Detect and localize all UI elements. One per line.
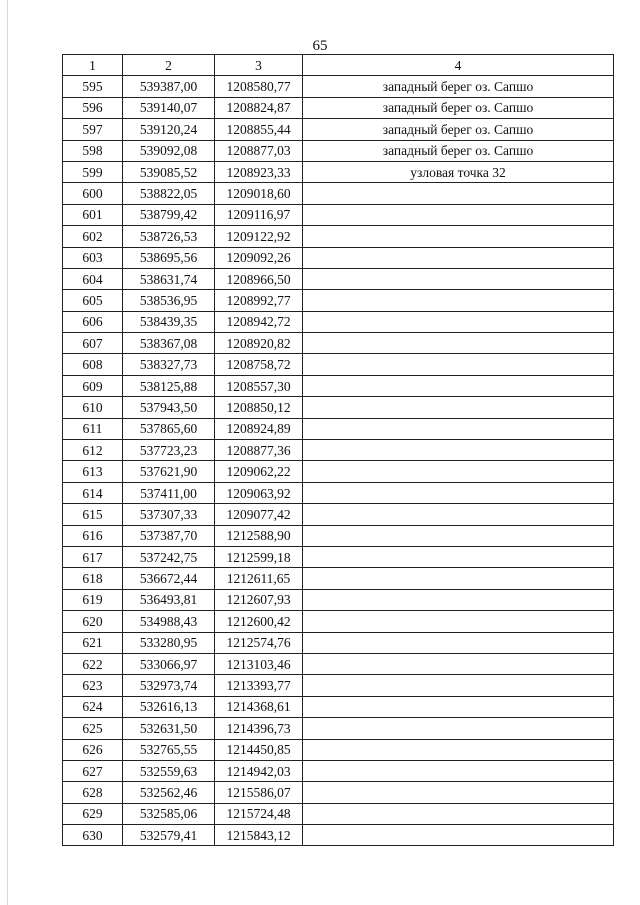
- description-cell: [303, 718, 614, 739]
- point-number-cell: 603: [63, 247, 123, 268]
- table-row: [63, 568, 614, 589]
- x-coordinate-cell: 537242,75: [123, 546, 215, 567]
- point-number-cell: 619: [63, 589, 123, 610]
- table-row: [63, 440, 614, 461]
- x-coordinate-cell: 532562,46: [123, 782, 215, 803]
- x-coordinate-cell: 532579,41: [123, 825, 215, 846]
- description-cell: [303, 760, 614, 781]
- y-coordinate-cell: 1208966,50: [215, 268, 303, 289]
- description-cell: [303, 311, 614, 332]
- point-number-cell: 607: [63, 333, 123, 354]
- table-row: [63, 696, 614, 717]
- description-cell: [303, 440, 614, 461]
- y-coordinate-cell: 1214450,85: [215, 739, 303, 760]
- table-row: [63, 546, 614, 567]
- point-number-cell: 624: [63, 696, 123, 717]
- x-coordinate-cell: 538822,05: [123, 183, 215, 204]
- y-coordinate-cell: 1213103,46: [215, 653, 303, 674]
- description-cell: [303, 825, 614, 846]
- y-coordinate-cell: 1209092,26: [215, 247, 303, 268]
- description-cell: западный берег оз. Сапшо: [303, 76, 614, 97]
- table-row: [63, 675, 614, 696]
- table-row: [63, 418, 614, 439]
- table-row: [63, 504, 614, 525]
- point-number-cell: 628: [63, 782, 123, 803]
- point-number-cell: 599: [63, 161, 123, 182]
- table-row: [63, 718, 614, 739]
- x-coordinate-cell: 532559,63: [123, 760, 215, 781]
- table-row: [63, 611, 614, 632]
- x-coordinate-cell: 537307,33: [123, 504, 215, 525]
- y-coordinate-cell: 1209063,92: [215, 482, 303, 503]
- point-number-cell: 601: [63, 204, 123, 225]
- point-number-cell: 608: [63, 354, 123, 375]
- y-coordinate-cell: 1212607,93: [215, 589, 303, 610]
- table-body: [63, 76, 614, 846]
- x-coordinate-cell: 539092,08: [123, 140, 215, 161]
- description-cell: [303, 461, 614, 482]
- table-row: [63, 161, 614, 182]
- y-coordinate-cell: 1208942,72: [215, 311, 303, 332]
- y-coordinate-cell: 1212611,65: [215, 568, 303, 589]
- y-coordinate-cell: 1208557,30: [215, 375, 303, 396]
- x-coordinate-cell: 537723,23: [123, 440, 215, 461]
- table-row: [63, 375, 614, 396]
- point-number-cell: 604: [63, 268, 123, 289]
- table-row: [63, 354, 614, 375]
- x-coordinate-cell: 536672,44: [123, 568, 215, 589]
- column-header-2: 2: [123, 55, 215, 76]
- y-coordinate-cell: 1208758,72: [215, 354, 303, 375]
- point-number-cell: 615: [63, 504, 123, 525]
- x-coordinate-cell: 537621,90: [123, 461, 215, 482]
- description-cell: [303, 333, 614, 354]
- y-coordinate-cell: 1209116,97: [215, 204, 303, 225]
- point-number-cell: 623: [63, 675, 123, 696]
- page-number: 65: [312, 38, 328, 54]
- table-row: [63, 290, 614, 311]
- x-coordinate-cell: 539387,00: [123, 76, 215, 97]
- table-row: [63, 333, 614, 354]
- point-number-cell: 595: [63, 76, 123, 97]
- table-row: [63, 119, 614, 140]
- point-number-cell: 626: [63, 739, 123, 760]
- table-row: [63, 461, 614, 482]
- y-coordinate-cell: 1208923,33: [215, 161, 303, 182]
- description-cell: [303, 675, 614, 696]
- point-number-cell: 600: [63, 183, 123, 204]
- point-number-cell: 614: [63, 482, 123, 503]
- y-coordinate-cell: 1212600,42: [215, 611, 303, 632]
- table-row: [63, 803, 614, 824]
- description-cell: [303, 375, 614, 396]
- x-coordinate-cell: 538536,95: [123, 290, 215, 311]
- description-cell: [303, 568, 614, 589]
- y-coordinate-cell: 1208580,77: [215, 76, 303, 97]
- x-coordinate-cell: 533066,97: [123, 653, 215, 674]
- table-row: [63, 589, 614, 610]
- y-coordinate-cell: 1208855,44: [215, 119, 303, 140]
- table-row: [63, 247, 614, 268]
- table-row: [63, 739, 614, 760]
- x-coordinate-cell: 537943,50: [123, 397, 215, 418]
- x-coordinate-cell: 537387,70: [123, 525, 215, 546]
- point-number-cell: 620: [63, 611, 123, 632]
- point-number-cell: 630: [63, 825, 123, 846]
- point-number-cell: 602: [63, 226, 123, 247]
- description-cell: [303, 525, 614, 546]
- point-number-cell: 605: [63, 290, 123, 311]
- description-cell: [303, 546, 614, 567]
- x-coordinate-cell: 537411,00: [123, 482, 215, 503]
- description-cell: [303, 247, 614, 268]
- x-coordinate-cell: 532616,13: [123, 696, 215, 717]
- table-row: [63, 97, 614, 118]
- point-number-cell: 627: [63, 760, 123, 781]
- x-coordinate-cell: 533280,95: [123, 632, 215, 653]
- y-coordinate-cell: 1215586,07: [215, 782, 303, 803]
- table-header-row: [63, 55, 614, 76]
- y-coordinate-cell: 1214942,03: [215, 760, 303, 781]
- table-row: [63, 653, 614, 674]
- point-number-cell: 617: [63, 546, 123, 567]
- table-row: [63, 825, 614, 846]
- table-row: [63, 140, 614, 161]
- description-cell: [303, 589, 614, 610]
- x-coordinate-cell: 538799,42: [123, 204, 215, 225]
- x-coordinate-cell: 538631,74: [123, 268, 215, 289]
- table-row: [63, 632, 614, 653]
- y-coordinate-cell: 1209018,60: [215, 183, 303, 204]
- x-coordinate-cell: 532631,50: [123, 718, 215, 739]
- description-cell: [303, 739, 614, 760]
- description-cell: [303, 397, 614, 418]
- table-row: [63, 760, 614, 781]
- description-cell: [303, 782, 614, 803]
- x-coordinate-cell: 536493,81: [123, 589, 215, 610]
- table-row: [63, 525, 614, 546]
- table-row: [63, 268, 614, 289]
- x-coordinate-cell: 539140,07: [123, 97, 215, 118]
- point-number-cell: 616: [63, 525, 123, 546]
- x-coordinate-cell: 538327,73: [123, 354, 215, 375]
- point-number-cell: 612: [63, 440, 123, 461]
- point-number-cell: 606: [63, 311, 123, 332]
- point-number-cell: 622: [63, 653, 123, 674]
- x-coordinate-cell: 532765,55: [123, 739, 215, 760]
- x-coordinate-cell: 538439,35: [123, 311, 215, 332]
- point-number-cell: 596: [63, 97, 123, 118]
- x-coordinate-cell: 532973,74: [123, 675, 215, 696]
- description-cell: [303, 204, 614, 225]
- y-coordinate-cell: 1213393,77: [215, 675, 303, 696]
- x-coordinate-cell: 538125,88: [123, 375, 215, 396]
- y-coordinate-cell: 1208992,77: [215, 290, 303, 311]
- x-coordinate-cell: 537865,60: [123, 418, 215, 439]
- point-number-cell: 597: [63, 119, 123, 140]
- description-cell: [303, 418, 614, 439]
- description-cell: западный берег оз. Сапшо: [303, 97, 614, 118]
- table-row: [63, 226, 614, 247]
- table-row: [63, 782, 614, 803]
- x-coordinate-cell: 538726,53: [123, 226, 215, 247]
- x-coordinate-cell: 534988,43: [123, 611, 215, 632]
- x-coordinate-cell: 539120,24: [123, 119, 215, 140]
- table-row: [63, 397, 614, 418]
- description-cell: [303, 482, 614, 503]
- x-coordinate-cell: 538695,56: [123, 247, 215, 268]
- y-coordinate-cell: 1209077,42: [215, 504, 303, 525]
- x-coordinate-cell: 532585,06: [123, 803, 215, 824]
- description-cell: [303, 268, 614, 289]
- point-number-cell: 611: [63, 418, 123, 439]
- y-coordinate-cell: 1208924,89: [215, 418, 303, 439]
- point-number-cell: 610: [63, 397, 123, 418]
- point-number-cell: 613: [63, 461, 123, 482]
- table-row: [63, 311, 614, 332]
- description-cell: [303, 632, 614, 653]
- y-coordinate-cell: 1209122,92: [215, 226, 303, 247]
- description-cell: [303, 611, 614, 632]
- y-coordinate-cell: 1212588,90: [215, 525, 303, 546]
- description-cell: [303, 803, 614, 824]
- description-cell: [303, 226, 614, 247]
- table-row: [63, 482, 614, 503]
- description-cell: [303, 653, 614, 674]
- point-number-cell: 609: [63, 375, 123, 396]
- description-cell: западный берег оз. Сапшо: [303, 140, 614, 161]
- y-coordinate-cell: 1212574,76: [215, 632, 303, 653]
- point-number-cell: 598: [63, 140, 123, 161]
- table-row: [63, 183, 614, 204]
- point-number-cell: 629: [63, 803, 123, 824]
- point-number-cell: 625: [63, 718, 123, 739]
- y-coordinate-cell: 1208850,12: [215, 397, 303, 418]
- y-coordinate-cell: 1214396,73: [215, 718, 303, 739]
- x-coordinate-cell: 539085,52: [123, 161, 215, 182]
- table-row: [63, 204, 614, 225]
- description-cell: [303, 354, 614, 375]
- point-number-cell: 618: [63, 568, 123, 589]
- column-header-1: 1: [63, 55, 123, 76]
- description-cell: [303, 696, 614, 717]
- x-coordinate-cell: 538367,08: [123, 333, 215, 354]
- description-cell: узловая точка 32: [303, 161, 614, 182]
- y-coordinate-cell: 1208877,03: [215, 140, 303, 161]
- description-cell: [303, 183, 614, 204]
- y-coordinate-cell: 1208877,36: [215, 440, 303, 461]
- table-row: [63, 76, 614, 97]
- y-coordinate-cell: 1208920,82: [215, 333, 303, 354]
- description-cell: [303, 504, 614, 525]
- point-number-cell: 621: [63, 632, 123, 653]
- description-cell: [303, 290, 614, 311]
- column-header-4: 4: [303, 55, 614, 76]
- y-coordinate-cell: 1209062,22: [215, 461, 303, 482]
- y-coordinate-cell: 1215724,48: [215, 803, 303, 824]
- column-header-3: 3: [215, 55, 303, 76]
- description-cell: западный берег оз. Сапшо: [303, 119, 614, 140]
- y-coordinate-cell: 1208824,87: [215, 97, 303, 118]
- coordinates-table: [62, 54, 614, 846]
- page-edge-line: [7, 0, 8, 905]
- y-coordinate-cell: 1212599,18: [215, 546, 303, 567]
- y-coordinate-cell: 1214368,61: [215, 696, 303, 717]
- y-coordinate-cell: 1215843,12: [215, 825, 303, 846]
